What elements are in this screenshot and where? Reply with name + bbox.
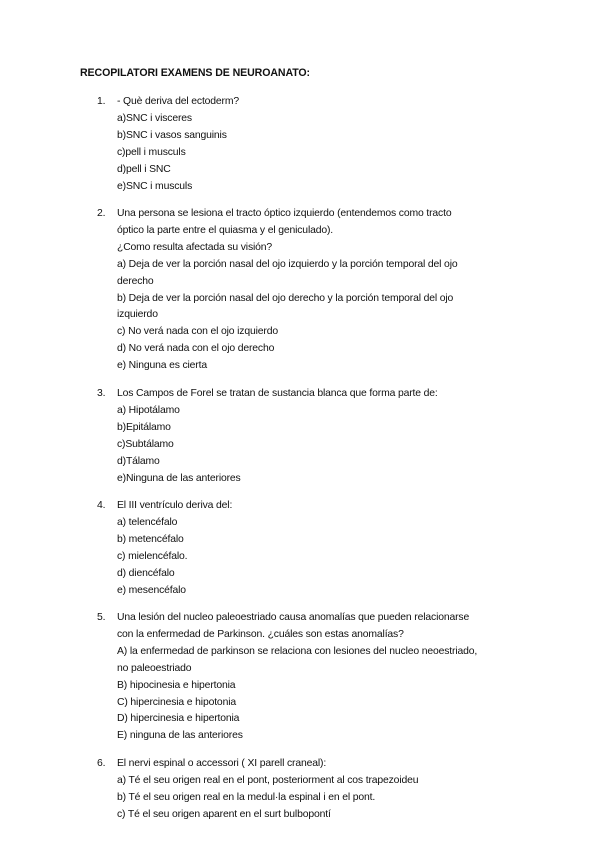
answer-option-c: c)pell i musculs — [117, 146, 186, 158]
answer-option-b: b) Té el seu origen real en la medul·la espinal i en el pont. — [117, 791, 376, 803]
question-text: Una persona se lesiona el tracto óptico izquierdo (entendemos como tracto — [117, 208, 452, 219]
answer-option-d: d) No verá nada con el ojo derecho — [117, 343, 275, 355]
answer-option-e: E) ninguna de las anteriores — [117, 730, 243, 742]
question-number: 5. — [97, 612, 106, 623]
answer-option-c: c) mielencéfalo. — [117, 550, 188, 562]
answer-option-c: c) No verá nada con el ojo izquierdo — [117, 326, 278, 338]
answer-option-c: c)Subtálamo — [117, 438, 174, 450]
answer-option-e: e) mesencéfalo — [117, 584, 186, 596]
answer-option-b-cont: izquierdo — [117, 309, 158, 321]
answer-option-c: c) Té el seu origen aparent en el surt bulbopontí — [117, 808, 331, 820]
answer-option-b: b)Epitálamo — [117, 421, 171, 433]
question-5 — [97, 610, 537, 745]
question-text: El nervi espinal o accessori ( XI parell craneal): — [117, 758, 327, 769]
question-text: óptico la parte entre el quiasma y el geniculado). — [117, 224, 334, 236]
question-number: 6. — [97, 758, 106, 769]
question-text: Los Campos de Forel se tratan de sustancia blanca que forma parte de: — [117, 388, 438, 399]
question-number: 3. — [97, 388, 106, 399]
answer-option-a: a) Deja de ver la porción nasal del ojo izquierdo y la porción temporal del ojo — [117, 258, 458, 270]
answer-option-e: e)Ninguna de las anteriores — [117, 472, 241, 484]
question-2 — [97, 206, 537, 375]
answer-option-a: a) telencéfalo — [117, 516, 178, 528]
answer-option-a-cont: no paleoestriado — [117, 662, 192, 674]
question-text: Una lesión del nucleo paleoestriado causa anomalías que pueden relacionarse — [117, 612, 470, 623]
question-6 — [97, 756, 537, 824]
answer-option-a: a) Hipotálamo — [117, 404, 180, 416]
answer-option-c: C) hipercinesia e hipotonia — [117, 696, 236, 708]
answer-option-a: a)SNC i visceres — [117, 112, 192, 124]
question-text: ¿Como resulta afectada su visión? — [117, 241, 273, 253]
question-number: 1. — [97, 96, 106, 107]
question-number: 4. — [97, 500, 106, 511]
question-4 — [97, 498, 537, 599]
answer-option-d: d)Tálamo — [117, 455, 160, 467]
question-text: El III ventrículo deriva del: — [117, 500, 233, 511]
answer-option-d: d) diencéfalo — [117, 567, 175, 579]
document-title: RECOPILATORI EXAMENS DE NEUROANATO: — [80, 67, 310, 79]
answer-option-b: b) metencéfalo — [117, 533, 184, 545]
answer-option-d: d)pell i SNC — [117, 163, 171, 175]
answer-option-a-cont: derecho — [117, 275, 154, 287]
answer-option-b: B) hipocinesia e hipertonia — [117, 679, 236, 691]
answer-option-b: b)SNC i vasos sanguinis — [117, 129, 227, 141]
answer-option-a: a) Té el seu origen real en el pont, posteriorment al cos trapezoideu — [117, 774, 419, 786]
answer-option-a: A) la enfermedad de parkinson se relaciona con lesiones del nucleo neoestriado, — [117, 645, 478, 657]
question-1 — [97, 94, 537, 195]
answer-option-e: e) Ninguna es cierta — [117, 360, 207, 372]
answer-option-d: D) hipercinesia e hipertonia — [117, 713, 240, 725]
question-number: 2. — [97, 208, 106, 219]
question-text: con la enfermedad de Parkinson. ¿cuáles son estas anomalías? — [117, 628, 404, 640]
question-3 — [97, 386, 537, 487]
answer-option-b: b) Deja de ver la porción nasal del ojo derecho y la porción temporal del ojo — [117, 292, 454, 304]
question-text: - Què deriva del ectoderm? — [117, 96, 240, 107]
answer-option-e: e)SNC i musculs — [117, 180, 193, 192]
